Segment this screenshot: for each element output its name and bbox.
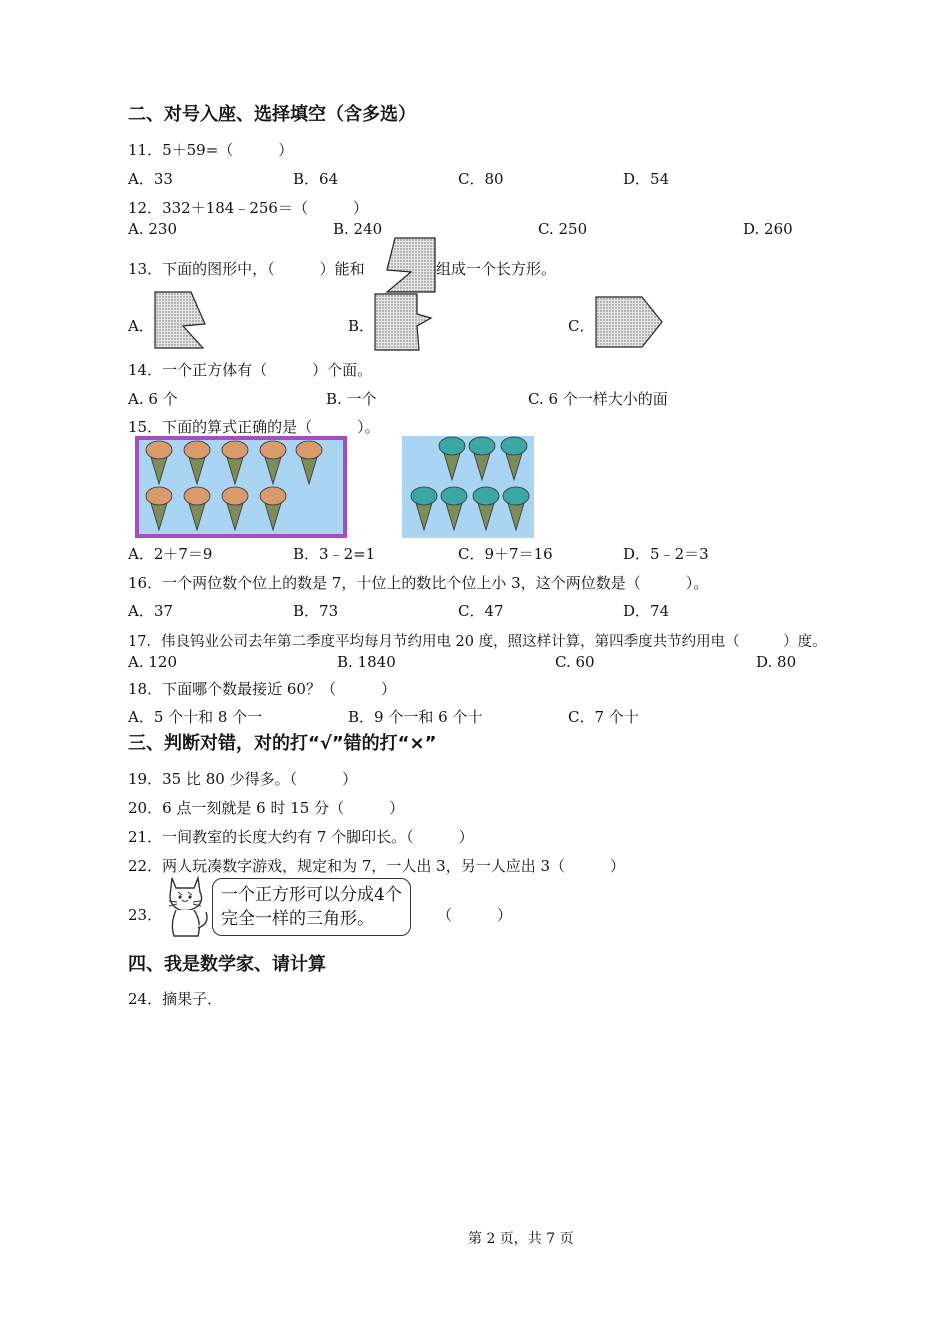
ice-cream-picture-left (135, 436, 347, 538)
question-18: 18．下面哪个数最接近 60？（ ） (128, 680, 396, 698)
question-17: 17．伟良钨业公司去年第二季度平均每月节约用电 20 度，照这样计算，第四季度共节约用电（ ）度。 (128, 634, 827, 650)
q16-option-b[interactable]: B．73 (293, 602, 339, 620)
q15-option-c[interactable]: C．9＋7＝16 (458, 545, 553, 563)
question-22: 22．两人玩凑数字游戏，规定和为 7，一人出 3，另一人应出 3（ ） (128, 857, 626, 875)
question-23-paren: （ ） (437, 906, 513, 924)
q11-option-a[interactable]: A．33 (128, 170, 173, 188)
question-11: 11．5＋59=（ ） (128, 141, 294, 159)
q15-option-d[interactable]: D．5﹣2＝3 (623, 545, 709, 563)
q15-option-b[interactable]: B．3﹣2=1 (293, 545, 376, 563)
q13-reference-shape (385, 236, 439, 294)
q13-option-c[interactable]: C． (568, 317, 595, 335)
question-24: 24．摘果子． (128, 990, 223, 1008)
q13-option-b[interactable]: B． (348, 317, 375, 335)
question-12: 12．332＋184﹣256＝（ ） (128, 199, 368, 217)
q17-option-a[interactable]: A. 120 (128, 653, 177, 671)
question-23-number: 23． (128, 906, 163, 924)
question-13-stem-b: 组成一个长方形。 (436, 260, 557, 278)
question-19: 19．35 比 80 少得多。（ ） (128, 770, 358, 788)
q18-option-b[interactable]: B．9 个一和 6 个十 (348, 708, 483, 726)
ice-cream-picture-right (402, 436, 534, 538)
section-title-2: 二、对号入座、选择填空（含多选） (128, 104, 416, 125)
q13-option-b-shape (373, 292, 433, 352)
q16-option-d[interactable]: D．74 (623, 602, 670, 620)
q18-option-c[interactable]: C．7 个十 (568, 708, 639, 726)
q12-option-b[interactable]: B. 240 (333, 220, 383, 238)
question-21: 21．一间教室的长度大约有 7 个脚印长。（ ） (128, 828, 474, 846)
q12-option-c[interactable]: C. 250 (538, 220, 588, 238)
bubble-line-2: 完全一样的三角形。 (221, 909, 374, 929)
section-title-3: 三、判断对错，对的打“√”错的打“×” (128, 733, 437, 754)
q14-option-a[interactable]: A. 6 个 (128, 390, 178, 408)
speech-bubble (212, 878, 411, 936)
q11-option-d[interactable]: D．54 (623, 170, 670, 188)
q17-option-b[interactable]: B. 1840 (337, 653, 396, 671)
q16-option-c[interactable]: C．47 (458, 602, 504, 620)
question-16: 16．一个两位数个位上的数是 7，十位上的数比个位上小 3，这个两位数是（ ）。 (128, 574, 709, 592)
q18-option-a[interactable]: A．5 个十和 8 个一 (128, 708, 263, 726)
question-14: 14．一个正方体有（ ）个面。 (128, 361, 373, 379)
section-title-4: 四、我是数学家、请计算 (128, 954, 326, 975)
q15-option-a[interactable]: A．2＋7＝9 (128, 545, 213, 563)
q14-option-c[interactable]: C. 6 个一样大小的面 (528, 390, 668, 408)
cat-illustration (160, 872, 212, 942)
q11-option-b[interactable]: B．64 (293, 170, 339, 188)
q12-option-a[interactable]: A. 230 (128, 220, 177, 238)
q13-option-c-shape (594, 295, 664, 349)
q14-option-b[interactable]: B. 一个 (326, 390, 377, 408)
question-15: 15．下面的算式正确的是（ ）。 (128, 418, 380, 436)
question-13-stem-a: 13．下面的图形中，（ ）能和 (128, 260, 365, 278)
q12-option-d[interactable]: D. 260 (743, 220, 793, 238)
q13-option-a[interactable]: A． (128, 317, 154, 335)
q13-option-a-shape (153, 290, 209, 352)
page-footer: 第 2 页，共 7 页 (468, 1231, 574, 1247)
question-20: 20．6 点一刻就是 6 时 15 分（ ） (128, 799, 405, 817)
q16-option-a[interactable]: A．37 (128, 602, 173, 620)
q11-option-c[interactable]: C．80 (458, 170, 504, 188)
bubble-line-1: 一个正方形可以分成4个 (221, 885, 402, 905)
q17-option-d[interactable]: D. 80 (756, 653, 797, 671)
q17-option-c[interactable]: C. 60 (555, 653, 595, 671)
